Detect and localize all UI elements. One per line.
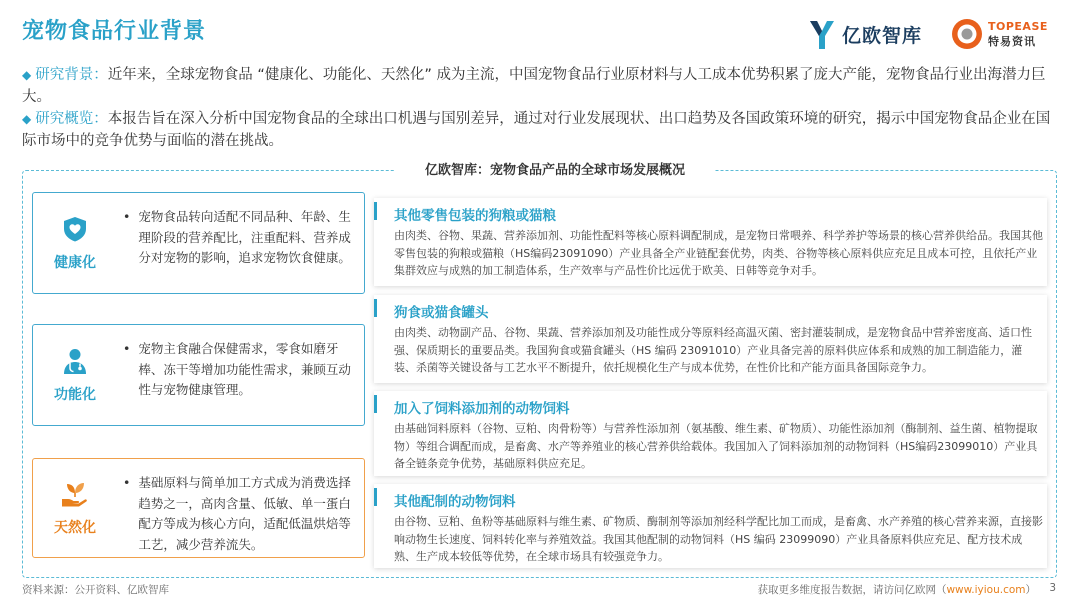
trend-card-text: 宠物主食融合保健需求，零食如磨牙棒、冻干等增加功能性需求，兼顾互动性与宠物健康管理。 <box>138 341 351 397</box>
trend-card-health <box>32 192 365 294</box>
footer-more-suffix: ） <box>1025 584 1036 596</box>
product-card-title: 其他零售包装的狗粮或猫粮 <box>394 208 556 224</box>
accent-bar <box>374 299 377 317</box>
product-card-body: 由谷物、豆粕、鱼粉等基础原料与维生素、矿物质、酶制剂等添加剂经科学配比加工而成，是畜禽、水产养殖的核心营养来源，直接影响动物生长速度、饲料转化率与养殖效益。我国其他配制的动物饲料（HS 编码 23099090）产业具备原料供应充足、配方技术成熟、生产成本较低等优势，在全球市场具有较强竞争力。 <box>394 515 1043 563</box>
intro-overview-text: 本报告旨在深入分析中国宠物食品的全球出口机遇与国别差异，通过对行业发展现状、出口趋势及各国政策环境的研究，揭示中国宠物食品企业在国际市场中的竞争优势与面临的潜在挑战。 <box>22 111 1051 149</box>
product-card-title: 加入了饲料添加剂的动物饲料 <box>394 401 570 417</box>
trend-card-label: 功能化 <box>54 387 96 403</box>
bullet-dot-icon: • <box>123 341 131 356</box>
heart-shield-icon <box>60 214 90 244</box>
product-card-title: 其他配制的动物饲料 <box>394 494 516 510</box>
topease-logo-en: TOPEASE <box>988 19 1048 33</box>
footer-more-prefix: 获取更多维度报告数据，请访问亿欧网（ <box>757 584 947 596</box>
trend-card-text: 宠物食品转向适配不同品种、年龄、生理阶段的营养配比，注重配料、营养成分对宠物的影响，追求宠物饮食健康。 <box>138 209 351 265</box>
intro-background <box>22 64 1062 108</box>
product-card-canned-pet-food <box>374 295 1047 383</box>
yiou-logo <box>808 14 938 54</box>
accent-bar <box>374 202 377 220</box>
product-card-body: 由肉类、动物副产品、谷物、果蔬、营养添加剂及功能性成分等原料经高温灭菌、密封灌装制成，是宠物食品中营养密度高、适口性强、保质期长的重要品类。我国狗食或猫食罐头（HS 编码 23091010）产业具备完善的原料供应体系和成熟的加工制造能力，灌装、杀菌等关键设备与工艺水平不断提升，依托规模化生产与成本优势，在性价比和产能方面具备国际竞争力。 <box>394 326 1032 374</box>
doctor-icon <box>60 346 90 376</box>
intro-overview-label: 研究概览： <box>35 111 108 127</box>
bullet-dot-icon: • <box>123 475 131 490</box>
intro-background-label: 研究背景： <box>35 67 108 83</box>
yiou-logo-text: 亿欧智库 <box>842 24 923 47</box>
trend-card-label: 健康化 <box>54 255 96 271</box>
product-card-body: 由肉类、谷物、果蔬、营养添加剂、功能性配料等核心原料调配制成，是宠物日常喂养、科学养护等场景的核心营养供给品。我国其他零售包装的狗粮或猫粮（HS编码23091090）产业具备全产业链配套优势，肉类、谷物等核心原料供应充足且成本可控，且依托产业集群效应与成熟的加工制造体系，生产效率与产品性价比远优于欧美、日韩等竞争对手。 <box>394 229 1043 277</box>
footer-website-link[interactable]: www.iyiou.com <box>946 584 1026 596</box>
product-card-title: 狗食或猫食罐头 <box>394 305 489 321</box>
trend-card-label: 天然化 <box>54 520 96 536</box>
topease-logo <box>950 14 1060 54</box>
page-title: 宠物食品行业背景 <box>22 19 207 44</box>
intro-overview <box>22 108 1062 152</box>
accent-bar <box>374 488 377 506</box>
bullet-dot-icon: • <box>123 209 131 224</box>
diamond-bullet-icon: ◆ <box>22 112 32 126</box>
yiou-logo-icon <box>808 17 836 51</box>
page-number: 3 <box>1049 582 1056 594</box>
trend-card-text: 基础原料与简单加工方式成为消费选择趋势之一，高肉含量、低敏、单一蛋白配方等成为核心方向，适配低温烘焙等工艺，减少营养流失。 <box>138 475 351 552</box>
footer-source: 资料来源：公开资料、亿欧智库 <box>22 584 169 596</box>
trend-card-function <box>32 324 365 426</box>
product-card-body: 由基础饲料原料（谷物、豆粕、肉骨粉等）与营养性添加剂（氨基酸、维生素、矿物质）、功能性添加剂（酶制剂、益生菌、植物提取物）等组合调配而成，是畜禽、水产等养殖业的核心营养供给载体。我国加入了饲料添加剂的动物饲料（HS编码23099010）产业具备全链条竞争优势，基础原料供应充足。 <box>394 422 1038 470</box>
leaf-hand-icon <box>60 479 90 509</box>
product-card-retail-pet-food <box>374 198 1047 286</box>
frame-title: 亿欧智库：宠物食品产品的全球市场发展概况 <box>395 160 715 182</box>
trend-card-natural <box>32 458 365 558</box>
diamond-bullet-icon: ◆ <box>22 68 32 82</box>
topease-logo-icon <box>950 17 984 51</box>
product-card-additive-feed <box>374 391 1047 476</box>
footer-more-info <box>757 582 1036 597</box>
accent-bar <box>374 395 377 413</box>
topease-logo-cn: 特易资讯 <box>988 34 1036 48</box>
product-card-other-feed <box>374 484 1047 568</box>
intro-background-text: 近年来，全球宠物食品 “健康化、功能化、天然化” 成为主流，中国宠物食品行业原材料与人工成本优势积累了庞大产能，宠物食品行业出海潜力巨大。 <box>22 67 1046 105</box>
